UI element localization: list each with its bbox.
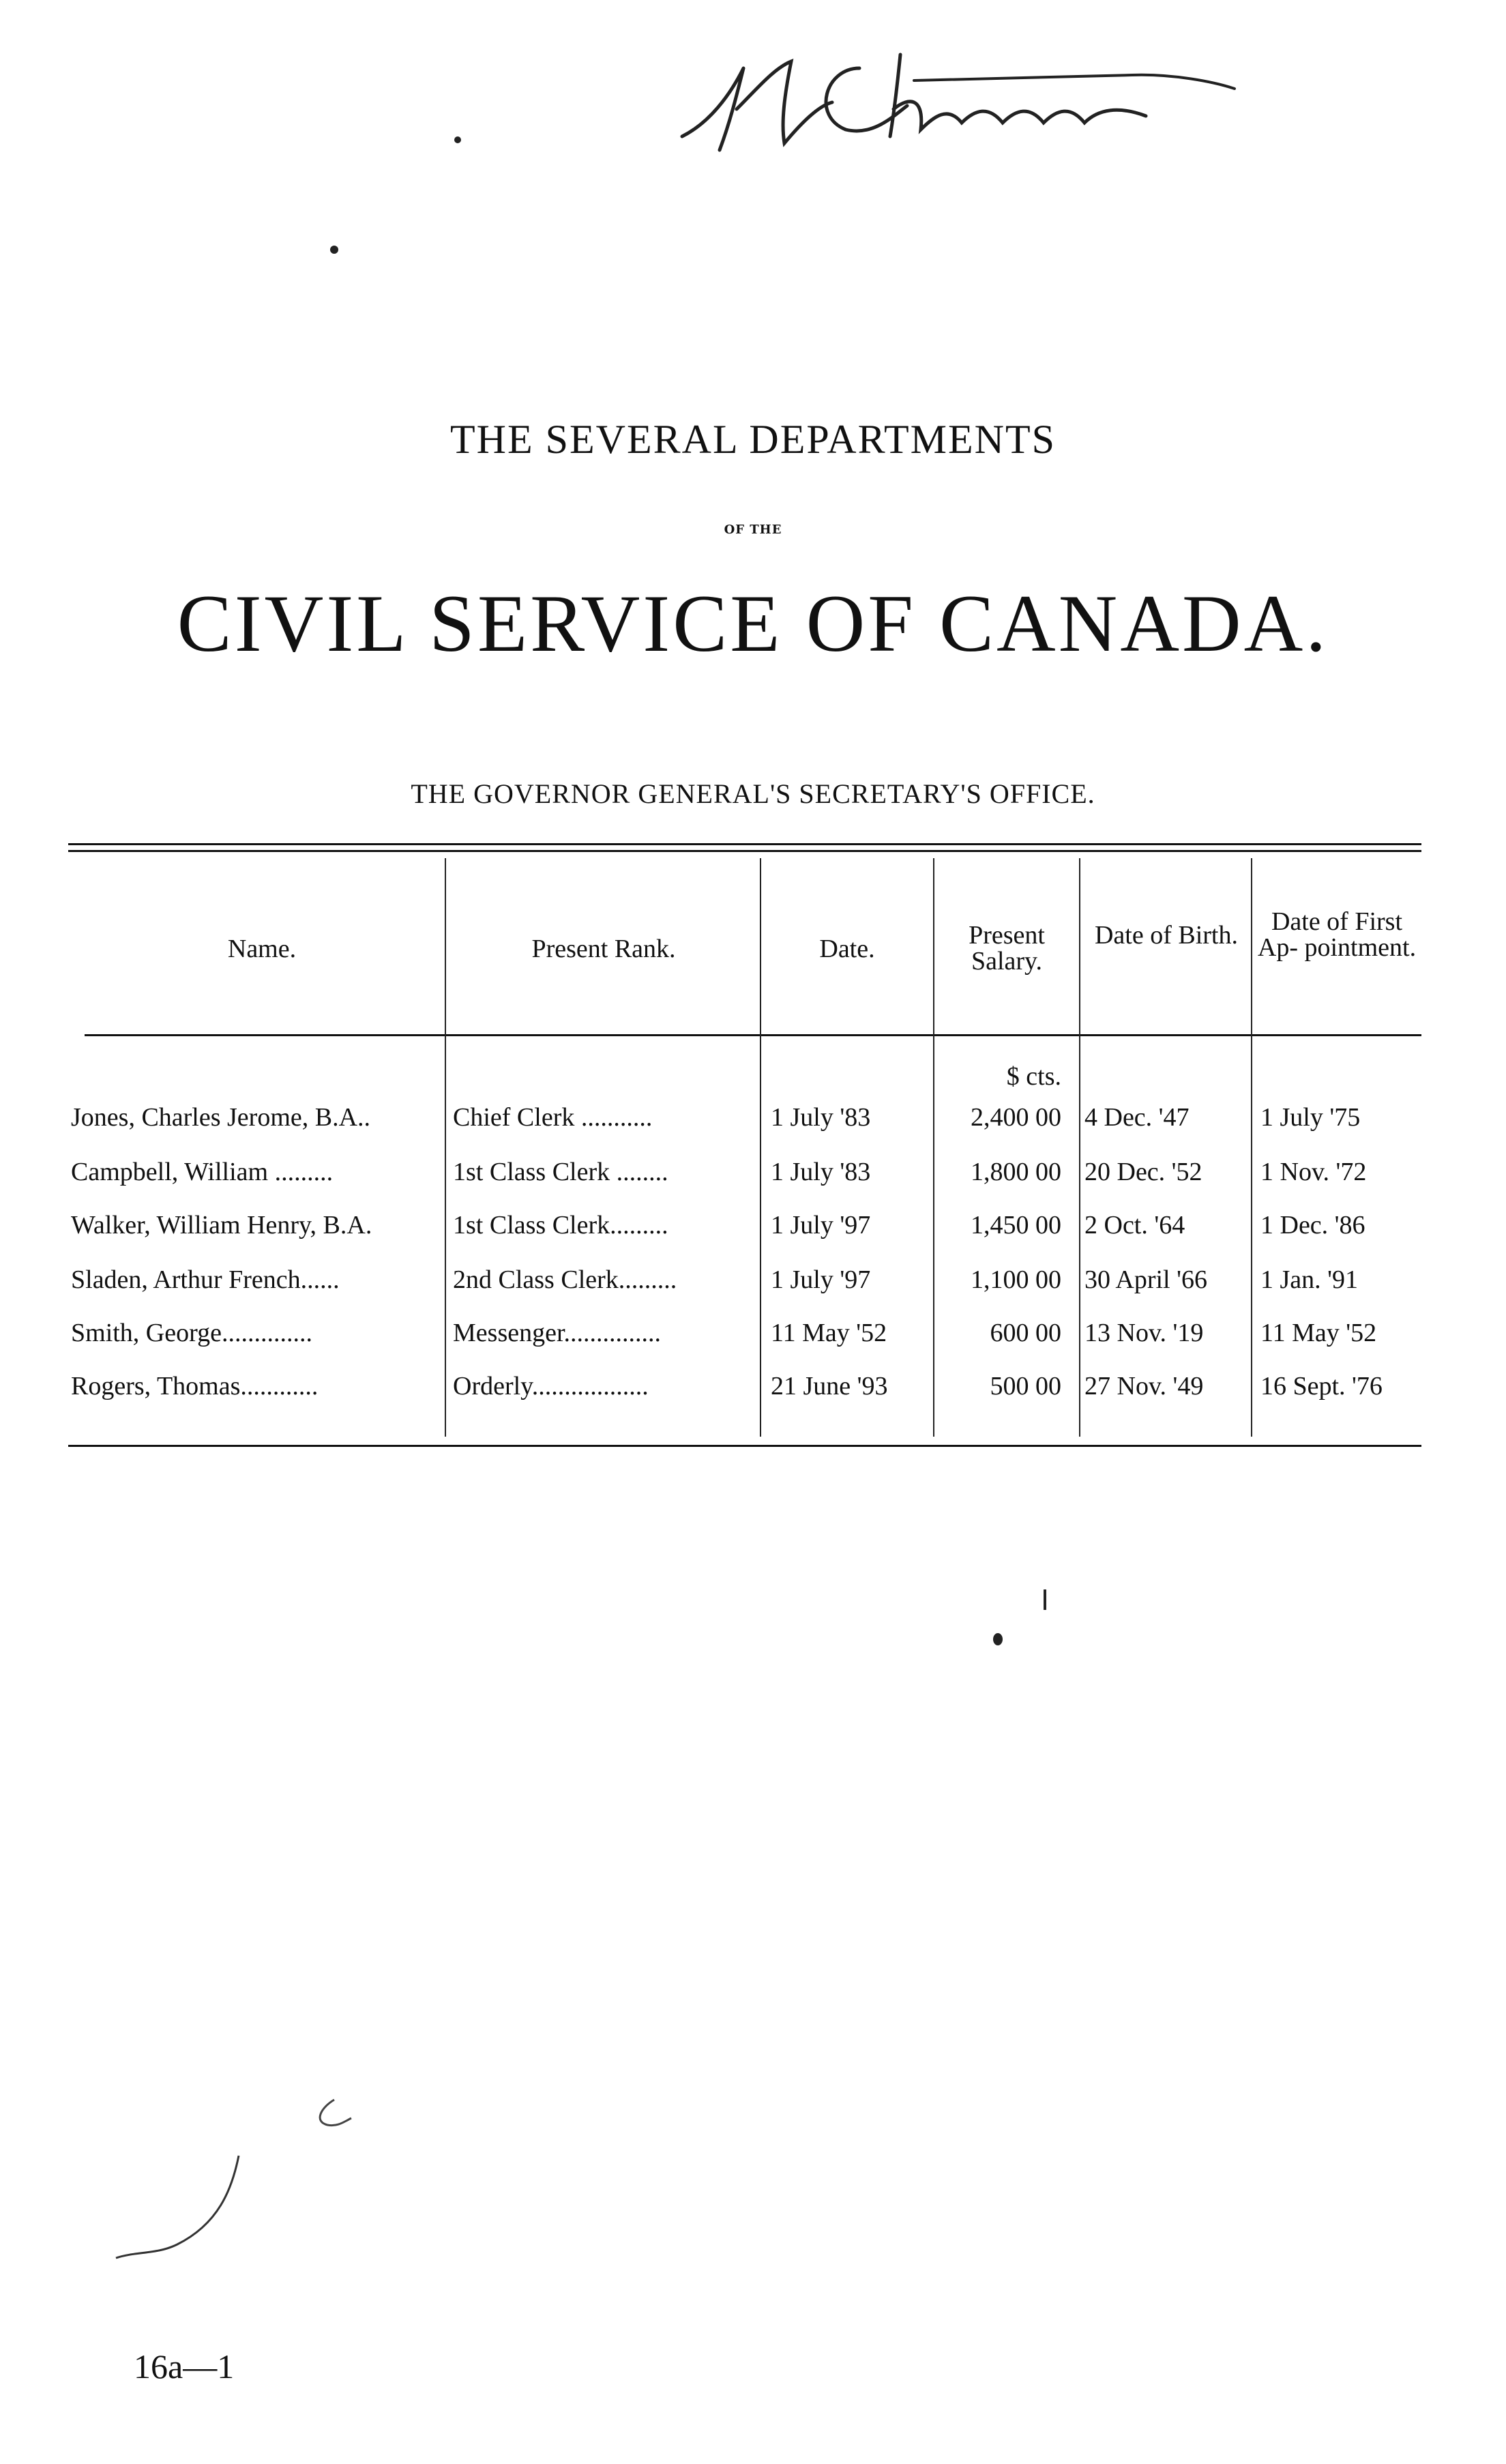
department-heading: THE SEVERAL DEPARTMENTS [450, 417, 1056, 462]
row-salary: 1,450 00 [971, 1211, 1061, 1240]
row-name: Jones, Charles Jerome, B.A.. [71, 1103, 371, 1132]
row-appointment: 11 May '52 [1260, 1319, 1377, 1347]
row-salary: 2,400 00 [971, 1103, 1061, 1132]
scan-speck [993, 1633, 1003, 1645]
header-appointment: Date of First Ap- pointment. [1257, 907, 1417, 962]
row-name: Smith, George.............. [71, 1319, 312, 1347]
row-appointment: 1 Nov. '72 [1260, 1158, 1367, 1186]
pencil-stroke-mark [102, 2149, 259, 2265]
row-appointment: 1 Jan. '91 [1260, 1265, 1359, 1294]
row-rank: Messenger............... [453, 1319, 662, 1347]
column-separator [1079, 858, 1080, 1437]
column-separator [760, 858, 761, 1437]
row-date: 1 July '97 [771, 1265, 871, 1294]
column-separator [1251, 858, 1252, 1437]
scan-speck [454, 136, 461, 143]
header-name: Name. [227, 935, 297, 963]
row-appointment: 1 July '75 [1260, 1103, 1361, 1132]
table-top-rule [68, 843, 1421, 845]
row-salary: 600 00 [990, 1319, 1061, 1347]
row-birth: 4 Dec. '47 [1084, 1103, 1190, 1132]
row-name: Walker, William Henry, B.A. [71, 1211, 372, 1240]
row-date: 11 May '52 [771, 1319, 887, 1347]
row-date: 1 July '97 [771, 1211, 871, 1240]
row-birth: 27 Nov. '49 [1084, 1372, 1204, 1400]
row-date: 1 July '83 [771, 1103, 871, 1132]
scan-speck [1044, 1589, 1046, 1610]
row-name: Campbell, William ......... [71, 1158, 334, 1186]
row-salary: 1,100 00 [971, 1265, 1061, 1294]
header-bottom-rule [85, 1034, 1421, 1036]
row-birth: 2 Oct. '64 [1084, 1211, 1185, 1240]
row-name: Rogers, Thomas............ [71, 1372, 319, 1400]
row-date: 1 July '83 [771, 1158, 871, 1186]
of-the-heading: OF THE [724, 523, 782, 537]
handwritten-signature [655, 41, 1310, 171]
row-appointment: 1 Dec. '86 [1260, 1211, 1365, 1240]
table-top-rule-double [68, 850, 1421, 852]
page-code: 16a—1 [134, 2347, 235, 2386]
row-salary: 500 00 [990, 1372, 1061, 1400]
row-name: Sladen, Arthur French...... [71, 1265, 340, 1294]
row-rank: 2nd Class Clerk......... [453, 1265, 677, 1294]
row-rank: 1st Class Clerk......... [453, 1211, 668, 1240]
salary-units: $ cts. [1006, 1062, 1061, 1091]
office-title: THE GOVERNOR GENERAL'S SECRETARY'S OFFICE. [411, 778, 1095, 809]
pencil-mark [307, 2094, 361, 2135]
row-rank: Orderly.................. [453, 1372, 649, 1400]
row-birth: 30 April '66 [1084, 1265, 1207, 1294]
row-appointment: 16 Sept. '76 [1260, 1372, 1383, 1400]
table-bottom-rule [68, 1445, 1421, 1447]
row-rank: Chief Clerk ........... [453, 1103, 653, 1132]
row-birth: 20 Dec. '52 [1084, 1158, 1202, 1186]
scan-speck [330, 246, 338, 254]
header-rank: Present Rank. [531, 935, 676, 963]
column-separator [445, 858, 446, 1437]
row-rank: 1st Class Clerk ........ [453, 1158, 668, 1186]
header-date: Date. [819, 935, 875, 963]
civil-service-heading: CIVIL SERVICE OF CANADA. [177, 578, 1329, 669]
row-salary: 1,800 00 [971, 1158, 1061, 1186]
row-date: 21 June '93 [771, 1372, 888, 1400]
header-salary: Present Salary. [969, 921, 1045, 976]
column-separator [933, 858, 934, 1437]
header-birth: Date of Birth. [1094, 921, 1238, 950]
row-birth: 13 Nov. '19 [1084, 1319, 1204, 1347]
